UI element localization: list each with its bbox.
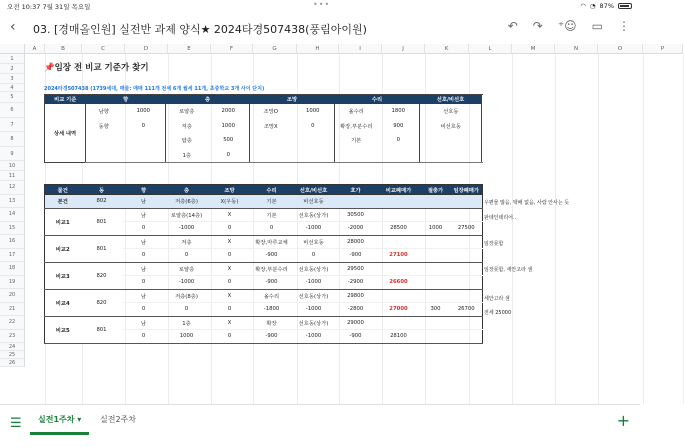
criteria-cell[interactable]: 1층 bbox=[166, 148, 208, 163]
comparison-cell[interactable]: 29800 bbox=[335, 289, 377, 303]
column-header-j[interactable]: J bbox=[382, 44, 425, 54]
header-repair: 수리 bbox=[335, 95, 420, 104]
base-cell[interactable]: 비선호동 bbox=[293, 195, 335, 209]
base-cell[interactable] bbox=[451, 195, 483, 209]
comparison-cell[interactable]: 확장,마루교체 bbox=[251, 235, 293, 249]
comparison-cell[interactable]: 1000 bbox=[165, 330, 209, 344]
comparison-header[interactable]: 임장폐매가 bbox=[451, 185, 483, 195]
base-cell[interactable]: 남 bbox=[123, 195, 165, 209]
header-preference: 선호/비선호 bbox=[420, 95, 482, 104]
wifi-icon: ◠ bbox=[580, 2, 586, 10]
comparison-cell[interactable] bbox=[451, 262, 483, 276]
comparison-header[interactable]: 물건 bbox=[45, 185, 81, 195]
comparison-cell[interactable] bbox=[451, 235, 483, 249]
criteria-cell[interactable]: 0 bbox=[208, 148, 250, 163]
criteria-cell[interactable] bbox=[420, 148, 482, 163]
criteria-cell[interactable]: 선호동 bbox=[420, 104, 482, 119]
column-header-i[interactable]: I bbox=[339, 44, 382, 54]
comparison-cell[interactable] bbox=[421, 262, 451, 276]
comparison-cell[interactable]: 27500 bbox=[451, 222, 483, 236]
row-header-21[interactable]: 21 bbox=[0, 303, 25, 317]
column-header-f[interactable]: F bbox=[211, 44, 253, 54]
criteria-cell[interactable]: 올수리 bbox=[335, 104, 378, 119]
comparison-cell[interactable]: -1000 bbox=[293, 303, 335, 317]
criteria-cell[interactable]: 동향 bbox=[86, 118, 122, 133]
spreadsheet-grid[interactable] bbox=[0, 44, 665, 404]
row-header-6[interactable]: 6 bbox=[0, 103, 25, 118]
pin-icon: 📌 bbox=[44, 63, 55, 73]
column-header-g[interactable]: G bbox=[253, 44, 297, 54]
comparison-header[interactable]: 향 bbox=[123, 185, 165, 195]
column-header-m[interactable]: M bbox=[512, 44, 555, 54]
column-header-c[interactable]: C bbox=[82, 44, 125, 54]
comparison-cell[interactable]: 기본 bbox=[251, 208, 293, 222]
row-header-13[interactable]: 13 bbox=[0, 195, 25, 209]
comparison-cell[interactable]: 확장,부분수리 bbox=[251, 262, 293, 276]
comparison-cell[interactable] bbox=[421, 276, 451, 290]
comparison-cell[interactable]: 로얄층(14층) bbox=[165, 208, 209, 222]
row-header-2[interactable]: 2 bbox=[0, 64, 25, 74]
row-header-12[interactable]: 12 bbox=[0, 181, 25, 195]
comparison-dong[interactable]: 820 bbox=[81, 289, 123, 316]
comparison-cell[interactable] bbox=[421, 316, 451, 330]
comparison-cell[interactable]: -1000 bbox=[293, 276, 335, 290]
comparison-cell[interactable]: -1800 bbox=[251, 303, 293, 317]
comparison-cell[interactable]: 0 bbox=[209, 276, 251, 290]
criteria-cell[interactable] bbox=[420, 133, 482, 148]
comparison-dong[interactable]: 801 bbox=[81, 316, 123, 343]
header-direction: 향 bbox=[86, 95, 166, 104]
comparison-label[interactable]: 비교4 bbox=[45, 289, 81, 316]
row-header-4[interactable]: 4 bbox=[0, 84, 25, 92]
comparison-cell[interactable] bbox=[421, 249, 451, 263]
more-icon[interactable]: ⋮ bbox=[618, 19, 630, 33]
criteria-cell[interactable] bbox=[292, 133, 335, 148]
criteria-table bbox=[44, 94, 482, 163]
add-sheet-icon[interactable]: + bbox=[616, 411, 630, 430]
undo-icon[interactable]: ↶ bbox=[507, 19, 518, 33]
comparison-cell[interactable] bbox=[377, 316, 421, 330]
comparison-cell[interactable] bbox=[421, 235, 451, 249]
comparison-header[interactable]: 절충가 bbox=[421, 185, 451, 195]
comparison-cell[interactable]: -900 bbox=[335, 249, 377, 263]
comparison-cell[interactable]: -1000 bbox=[165, 276, 209, 290]
comparison-cell[interactable]: 선호동(상가) bbox=[293, 289, 335, 303]
comparison-cell[interactable] bbox=[377, 235, 421, 249]
criteria-cell[interactable]: 비선호동 bbox=[420, 118, 482, 133]
criteria-cell[interactable] bbox=[122, 148, 166, 163]
comparison-cell[interactable]: 선호동(상가) bbox=[293, 262, 335, 276]
comparison-cell[interactable]: 300 bbox=[421, 303, 451, 317]
comparison-cell[interactable]: 26700 bbox=[451, 303, 483, 317]
comparison-cell[interactable]: 0 bbox=[251, 222, 293, 236]
column-header-h[interactable]: H bbox=[297, 44, 339, 54]
comparison-header[interactable]: 수리 bbox=[251, 185, 293, 195]
criteria-cell[interactable]: 2000 bbox=[221, 107, 235, 114]
comparison-cell[interactable]: 0 bbox=[209, 303, 251, 317]
criteria-cell[interactable]: 0 bbox=[141, 122, 145, 129]
note-text[interactable]: 우편물 많음, 택배 없음, 사람 안사는 듯 bbox=[484, 200, 570, 206]
base-cell[interactable]: X(우동) bbox=[209, 195, 251, 209]
select-all-corner[interactable] bbox=[0, 44, 25, 54]
comparison-cell[interactable]: 30500 bbox=[335, 208, 377, 222]
criteria-cell[interactable]: 탑층 bbox=[166, 133, 208, 148]
title-bar bbox=[0, 12, 640, 44]
comparison-label[interactable]: 비교1 bbox=[45, 208, 81, 235]
note-text[interactable]: 임장못함, 세안고라 샘 bbox=[484, 267, 533, 273]
comparison-cell[interactable]: -2000 bbox=[335, 222, 377, 236]
base-cell[interactable] bbox=[377, 195, 421, 209]
row-header-16[interactable]: 16 bbox=[0, 235, 25, 249]
criteria-cell[interactable] bbox=[250, 148, 292, 163]
comparison-cell[interactable]: -2800 bbox=[335, 303, 377, 317]
criteria-cell[interactable] bbox=[86, 148, 122, 163]
criteria-cell[interactable]: 조망O bbox=[250, 104, 292, 119]
base-cell[interactable] bbox=[335, 195, 377, 209]
comparison-cell[interactable]: -2900 bbox=[335, 276, 377, 290]
column-header-n[interactable]: N bbox=[555, 44, 598, 54]
comparison-dong[interactable]: 801 bbox=[81, 208, 123, 235]
comparison-cell[interactable]: X bbox=[209, 289, 251, 303]
document-title: 03. [경매올인원] 실전반 과제 양식★ 2024타경507438(풍림아이원) bbox=[33, 23, 367, 36]
status-right bbox=[580, 2, 632, 10]
tab-sheet-2[interactable]: 실전2주차 bbox=[100, 415, 137, 424]
criteria-cell[interactable]: 1000 bbox=[221, 122, 235, 129]
row-header-8[interactable]: 8 bbox=[0, 132, 25, 147]
base-cell[interactable]: 기본 bbox=[251, 195, 293, 209]
comparison-dong[interactable]: 820 bbox=[81, 262, 123, 289]
row-header-18[interactable]: 18 bbox=[0, 262, 25, 276]
comparison-cell[interactable]: -900 bbox=[251, 276, 293, 290]
comment-icon[interactable]: ▭ bbox=[591, 19, 603, 33]
gridline bbox=[598, 54, 599, 404]
criteria-cell[interactable] bbox=[292, 148, 335, 163]
criteria-cell[interactable]: 1000 bbox=[136, 107, 150, 114]
criteria-cell[interactable] bbox=[122, 133, 166, 148]
criteria-cell[interactable]: 로얄층 bbox=[166, 104, 208, 119]
multitask-dots-icon[interactable]: ••• bbox=[313, 0, 331, 9]
redo-icon[interactable]: ↷ bbox=[532, 19, 543, 33]
criteria-cell[interactable]: 저층 bbox=[166, 118, 208, 133]
comparison-cell[interactable]: 로얄층 bbox=[165, 262, 209, 276]
sheet-heading: 📌임장 전 비교 기준가 찾기 bbox=[44, 63, 149, 73]
note-text[interactable]: 전세 25000 bbox=[484, 310, 512, 316]
criteria-cell[interactable]: 남향 bbox=[86, 104, 122, 119]
comparison-cell[interactable]: 0 bbox=[123, 249, 165, 263]
comparison-cell[interactable]: 선호동(상가) bbox=[293, 208, 335, 222]
comparison-cell[interactable]: -1000 bbox=[293, 330, 335, 344]
battery-icon bbox=[618, 3, 632, 9]
comparison-cell[interactable]: 남 bbox=[123, 289, 165, 303]
comparison-cell[interactable]: 확장 bbox=[251, 316, 293, 330]
row-header-22[interactable]: 22 bbox=[0, 316, 25, 330]
comparison-label[interactable]: 비교2 bbox=[45, 235, 81, 262]
comparison-cell[interactable] bbox=[451, 316, 483, 330]
comparison-header[interactable]: 호가 bbox=[335, 185, 377, 195]
comparison-label[interactable]: 비교3 bbox=[45, 262, 81, 289]
comparison-cell[interactable]: 남 bbox=[123, 235, 165, 249]
comparison-cell[interactable] bbox=[451, 208, 483, 222]
base-cell[interactable]: 저층(6층) bbox=[165, 195, 209, 209]
comparison-cell[interactable]: 0 bbox=[123, 222, 165, 236]
comparison-cell[interactable]: 남 bbox=[123, 262, 165, 276]
comparison-cell[interactable]: 0 bbox=[165, 303, 209, 317]
comparison-cell[interactable]: 0 bbox=[165, 249, 209, 263]
comparison-table bbox=[44, 184, 483, 344]
row-header-7[interactable]: 7 bbox=[0, 118, 25, 133]
row-header-17[interactable]: 17 bbox=[0, 249, 25, 263]
base-cell[interactable]: 802 bbox=[81, 195, 123, 209]
comparison-cell[interactable]: 0 bbox=[293, 249, 335, 263]
comparison-cell[interactable]: 1층 bbox=[165, 316, 209, 330]
comparison-cell[interactable]: 28000 bbox=[335, 235, 377, 249]
comparison-cell[interactable] bbox=[377, 262, 421, 276]
comparison-cell[interactable]: X bbox=[209, 208, 251, 222]
comparison-cell[interactable]: 0 bbox=[209, 222, 251, 236]
comparison-cell[interactable] bbox=[377, 208, 421, 222]
row-header-20[interactable]: 20 bbox=[0, 289, 25, 303]
header-floor: 층 bbox=[166, 95, 250, 104]
note-text[interactable]: 임장못함 bbox=[484, 241, 504, 247]
comparison-cell[interactable]: 29500 bbox=[335, 262, 377, 276]
comparison-cell[interactable]: 0 bbox=[123, 303, 165, 317]
criteria-cell[interactable]: 900 bbox=[393, 122, 404, 129]
criteria-cell[interactable]: 기본 bbox=[335, 133, 378, 148]
row-header-10[interactable]: 10 bbox=[0, 161, 25, 171]
back-icon[interactable]: ‹ bbox=[10, 19, 16, 35]
row-header-1[interactable]: 1 bbox=[0, 54, 25, 64]
comparison-cell[interactable]: 0 bbox=[123, 276, 165, 290]
comparison-cell[interactable]: X bbox=[209, 316, 251, 330]
comparison-header[interactable]: 동 bbox=[81, 185, 123, 195]
comparison-cell[interactable]: -1000 bbox=[165, 222, 209, 236]
tab-sheet-1[interactable]: 실전1주차 ▾ bbox=[30, 405, 89, 435]
column-header-l[interactable]: L bbox=[469, 44, 512, 54]
row-header-24[interactable]: 24 bbox=[0, 343, 25, 351]
comparison-cell[interactable]: 선호동(상가) bbox=[293, 316, 335, 330]
criteria-cell[interactable] bbox=[378, 148, 420, 163]
criteria-cell[interactable]: 0 bbox=[311, 122, 315, 129]
column-header-e[interactable]: E bbox=[168, 44, 211, 54]
criteria-cell[interactable] bbox=[86, 133, 122, 148]
comparison-cell[interactable]: 0 bbox=[123, 330, 165, 344]
gridline bbox=[555, 54, 556, 404]
column-header-k[interactable]: K bbox=[425, 44, 469, 54]
comparison-cell[interactable]: 올수리 bbox=[251, 289, 293, 303]
comparison-label[interactable]: 비교5 bbox=[45, 316, 81, 343]
comparison-cell[interactable]: -1000 bbox=[293, 222, 335, 236]
column-header-p[interactable]: P bbox=[643, 44, 683, 54]
note-text[interactable]: 세안고라 샘 bbox=[484, 296, 510, 302]
comparison-cell[interactable] bbox=[421, 330, 451, 344]
row-header-23[interactable]: 23 bbox=[0, 330, 25, 344]
criteria-cell[interactable]: 조망X bbox=[250, 118, 292, 133]
criteria-cell[interactable]: 500 bbox=[223, 137, 234, 144]
status-time: 오전 10:37 7월 31일 목요일 bbox=[7, 3, 91, 11]
base-cell[interactable] bbox=[421, 195, 451, 209]
comparison-cell[interactable] bbox=[421, 289, 451, 303]
comparison-cell[interactable]: 저층 bbox=[165, 235, 209, 249]
sheet-list-icon[interactable]: ☰ bbox=[10, 416, 22, 431]
comparison-header[interactable]: 조망 bbox=[209, 185, 251, 195]
comparison-cell[interactable]: -900 bbox=[335, 330, 377, 344]
column-header-b[interactable]: B bbox=[45, 44, 82, 54]
comparison-cell[interactable] bbox=[451, 249, 483, 263]
comparison-cell[interactable]: 26600 bbox=[377, 276, 421, 290]
comparison-cell[interactable] bbox=[451, 276, 483, 290]
alarm-icon: ◔ bbox=[589, 2, 596, 10]
battery-percent: 87% bbox=[599, 2, 614, 10]
criteria-cell[interactable] bbox=[250, 133, 292, 148]
comparison-cell[interactable] bbox=[421, 208, 451, 222]
comparison-cell[interactable]: 0 bbox=[209, 330, 251, 344]
comparison-dong[interactable]: 801 bbox=[81, 235, 123, 262]
row-header-5[interactable]: 5 bbox=[0, 92, 25, 103]
row-header-26[interactable]: 26 bbox=[0, 359, 25, 367]
comparison-cell[interactable]: -900 bbox=[251, 249, 293, 263]
column-header-a[interactable]: A bbox=[25, 44, 45, 54]
comparison-cell[interactable]: X bbox=[209, 235, 251, 249]
row-header-15[interactable]: 15 bbox=[0, 222, 25, 236]
comparison-cell[interactable]: -900 bbox=[251, 330, 293, 344]
comparison-cell[interactable] bbox=[451, 330, 483, 344]
comparison-cell[interactable] bbox=[451, 289, 483, 303]
row-header-3[interactable]: 3 bbox=[0, 74, 25, 84]
comparison-header[interactable]: 선호/비선호 bbox=[293, 185, 335, 195]
comparison-cell[interactable]: 남 bbox=[123, 316, 165, 330]
add-person-icon[interactable]: ⁺☺ bbox=[557, 19, 577, 33]
gridline bbox=[512, 54, 513, 404]
row-header-14[interactable]: 14 bbox=[0, 208, 25, 222]
comparison-cell[interactable]: 0 bbox=[209, 249, 251, 263]
comparison-cell[interactable]: X bbox=[209, 262, 251, 276]
comparison-cell[interactable]: 저층(8층) bbox=[165, 289, 209, 303]
comparison-header[interactable]: 비교폐매가 bbox=[377, 185, 421, 195]
header-criteria: 비교 기준 bbox=[45, 95, 86, 104]
header-view: 조망 bbox=[250, 95, 335, 104]
row-header-9[interactable]: 9 bbox=[0, 147, 25, 162]
criteria-cell[interactable] bbox=[335, 148, 378, 163]
criteria-cell[interactable]: 확장,부분수리 bbox=[335, 118, 378, 133]
comparison-cell[interactable]: 29000 bbox=[335, 316, 377, 330]
column-header-o[interactable]: O bbox=[598, 44, 643, 54]
comparison-header[interactable]: 층 bbox=[165, 185, 209, 195]
comparison-cell[interactable]: 28500 bbox=[377, 222, 421, 236]
comparison-cell[interactable]: 27100 bbox=[377, 249, 421, 263]
comparison-cell[interactable]: 28100 bbox=[377, 330, 421, 344]
row-header-19[interactable]: 19 bbox=[0, 276, 25, 290]
comparison-cell[interactable]: 27000 bbox=[377, 303, 421, 317]
detail-label[interactable]: 상세 내역 bbox=[45, 104, 86, 163]
criteria-cell[interactable]: 1800 bbox=[391, 107, 406, 114]
comparison-cell[interactable]: 1000 bbox=[421, 222, 451, 236]
column-header-d[interactable]: D bbox=[125, 44, 168, 54]
sheet-subheading: 2024타경507438 (1739세대, 매물: 매매 111개 전세 6개 월세 11개, 초중학교 3개 사이 단지) bbox=[44, 86, 265, 92]
criteria-cell[interactable]: 0 bbox=[396, 137, 400, 144]
status-bar bbox=[0, 0, 640, 12]
comparison-cell[interactable] bbox=[377, 289, 421, 303]
row-header-11[interactable]: 11 bbox=[0, 171, 25, 181]
row-header-25[interactable]: 25 bbox=[0, 351, 25, 359]
comparison-cell[interactable]: 비선호동 bbox=[293, 235, 335, 249]
base-cell[interactable]: 본건 bbox=[45, 195, 81, 209]
sheet-tab-bar bbox=[0, 404, 640, 447]
note-text[interactable]: 판테인테리어.. bbox=[484, 215, 517, 221]
gridline bbox=[643, 54, 644, 404]
comparison-cell[interactable]: 남 bbox=[123, 208, 165, 222]
criteria-cell[interactable]: 1000 bbox=[306, 107, 320, 114]
